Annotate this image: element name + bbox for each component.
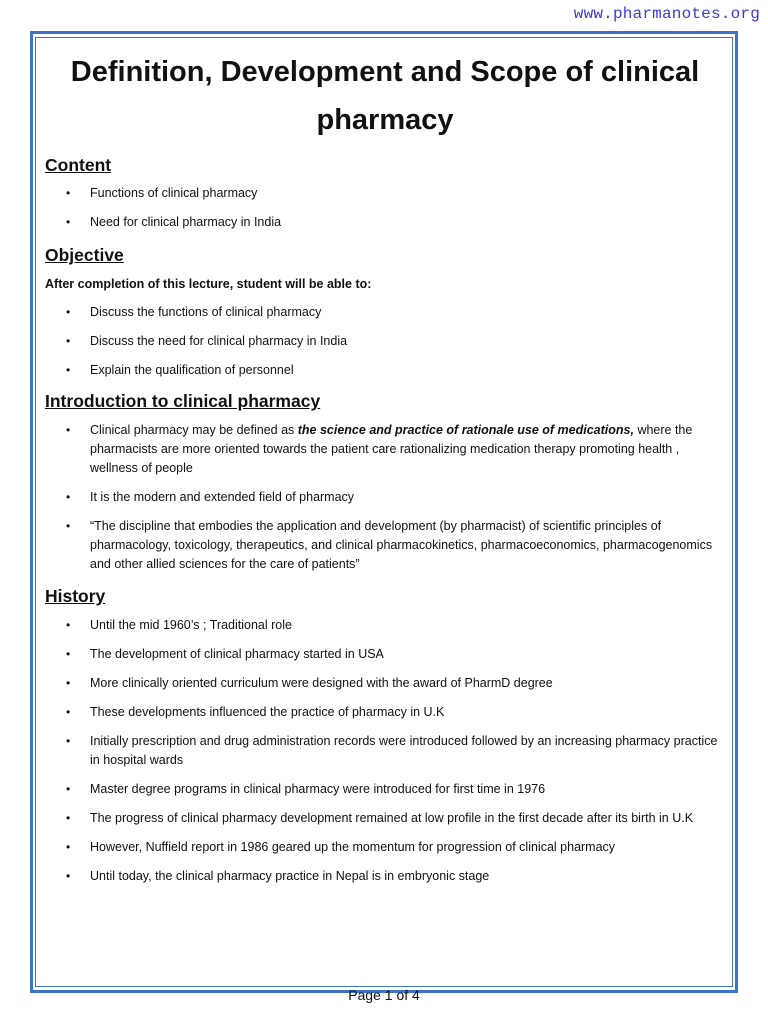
page-number: Page 1 of 4 bbox=[348, 987, 420, 1003]
section-heading-history: History bbox=[45, 586, 106, 606]
list-item: • More clinically oriented curriculum were designed with the award of PharmD degree bbox=[45, 674, 725, 693]
section-heading-introduction: Introduction to clinical pharmacy bbox=[45, 391, 321, 411]
list-item: • The development of clinical pharmacy started in USA bbox=[45, 645, 725, 664]
list-item: • Until the mid 1960’s ; Traditional role bbox=[45, 616, 725, 635]
history-list bbox=[45, 616, 725, 886]
page-title: Definition, Development and Scope of clinical pharmacy bbox=[70, 56, 700, 136]
list-item: • However, Nuffield report in 1986 geared up the momentum for progression of clinical pharmacy bbox=[45, 838, 725, 857]
intro-text-post: where the pharmacists are more oriented towards the patient care rationalizing medication therapy promoting health , wellness of people bbox=[90, 423, 693, 475]
definition-emphasis: the science and practice of rationale use of medications, bbox=[297, 423, 634, 437]
list-item: • The progress of clinical pharmacy development remained at low profile in the first decade after its birth in U.K bbox=[45, 809, 725, 828]
list-item: • Until today, the clinical pharmacy practice in Nepal is in embryonic stage bbox=[45, 867, 725, 886]
section-heading-content: Content bbox=[45, 155, 112, 175]
list-item: • Explain the qualification of personnel bbox=[45, 361, 725, 380]
list-item: • It is the modern and extended field of pharmacy bbox=[45, 488, 725, 507]
list-item: • Master degree programs in clinical pharmacy were introduced for first time in 1976 bbox=[45, 780, 725, 799]
objective-lead: After completion of this lecture, student will be able to: bbox=[45, 277, 372, 291]
list-item: • These developments influenced the practice of pharmacy in U.K bbox=[45, 703, 725, 722]
introduction-list bbox=[45, 421, 725, 574]
list-item: • Need for clinical pharmacy in India bbox=[45, 213, 725, 232]
list-item: • “The discipline that embodies the application and development (by pharmacist) of scientific principles of pharmacology, toxicology, therapeutics, and clinical pharmacokinetics, pharmacoeconomics, pharmacogenomics and other allied sciences for the care of patients” bbox=[45, 517, 725, 574]
intro-text-pre: Clinical pharmacy may be defined as bbox=[90, 423, 298, 437]
section-heading-objective: Objective bbox=[45, 245, 124, 265]
document-body bbox=[45, 48, 725, 886]
objective-list bbox=[45, 303, 725, 380]
list-item bbox=[45, 421, 725, 478]
list-item: • Initially prescription and drug administration records were introduced followed by an increasing pharmacy practice in hospital wards bbox=[45, 732, 725, 770]
content-list bbox=[45, 184, 725, 232]
list-item: • Discuss the functions of clinical pharmacy bbox=[45, 303, 725, 322]
list-item: • Discuss the need for clinical pharmacy in India bbox=[45, 332, 725, 351]
watermark-url: www.pharmanotes.org bbox=[573, 5, 760, 23]
list-item: • Functions of clinical pharmacy bbox=[45, 184, 725, 203]
